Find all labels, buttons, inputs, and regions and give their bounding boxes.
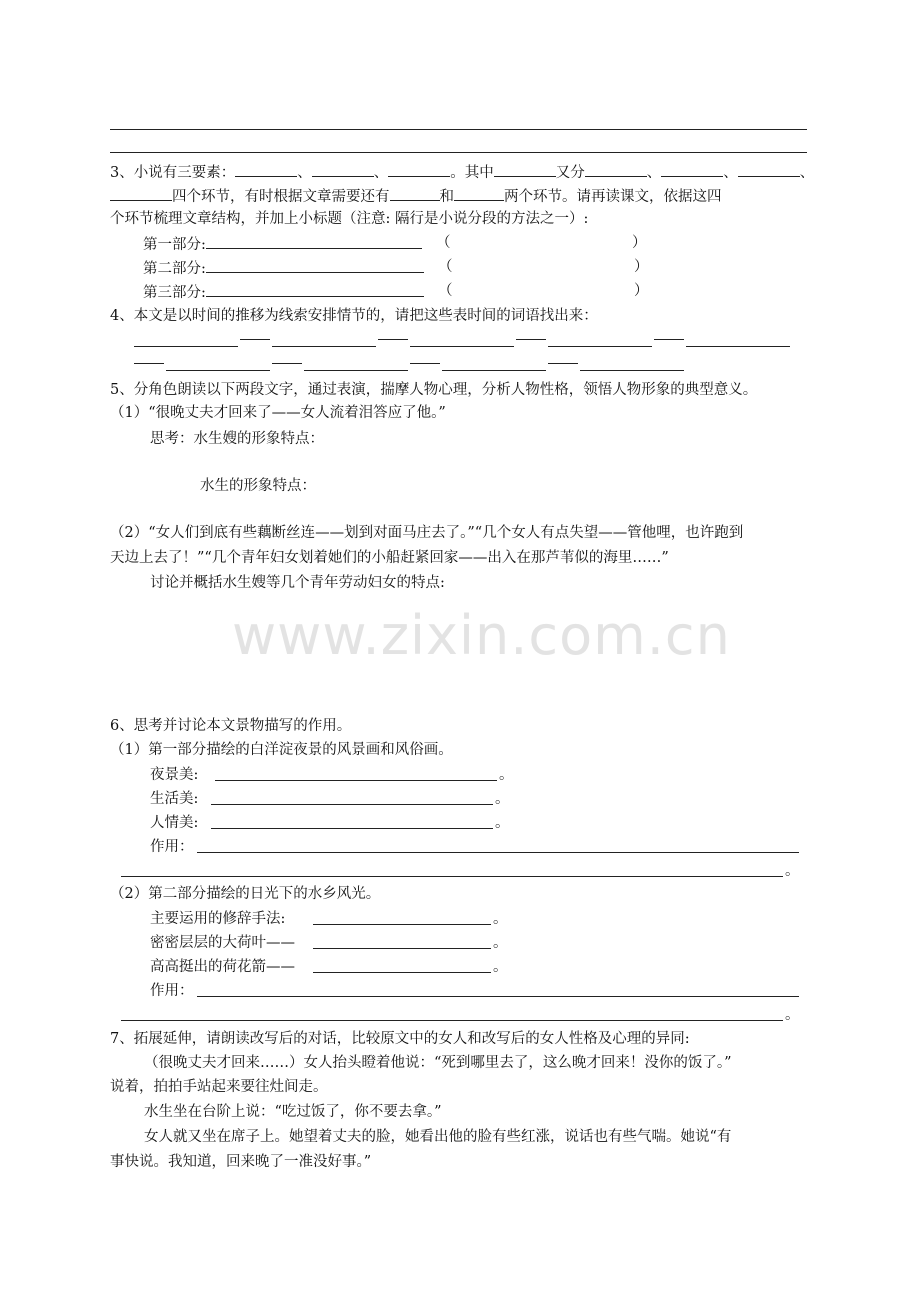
q7-dialogue-4: 女人就又坐在席子上。她望着丈夫的脸，她看出他的脸有些红涨，说话也有些气喘。她说“有 (144, 1129, 732, 1145)
part-blank[interactable] (206, 282, 424, 297)
paren-close: ） (634, 259, 649, 275)
blank[interactable] (585, 162, 647, 177)
q5-think-wife: 思考：水生嫂的形象特点： (150, 431, 324, 447)
q6-effect1-label: 作用： (150, 839, 194, 855)
answer-line (121, 876, 783, 877)
answer-line (313, 948, 491, 949)
q3-part1: 第一部分: (143, 234, 422, 254)
paren-close: ） (634, 283, 649, 299)
period: 。 (493, 935, 508, 951)
period: 。 (785, 863, 800, 879)
part-blank[interactable] (206, 258, 424, 273)
q7-title: 7、拓展延伸，请朗读改写后的对话，比较原文中的女人和改写后的女人性格及心理的异同: (110, 1031, 690, 1047)
blank[interactable] (235, 162, 297, 177)
answer-line (197, 852, 799, 853)
answer-line (313, 972, 491, 973)
part-blank[interactable] (206, 234, 422, 249)
answer-line (121, 1020, 783, 1021)
period: 。 (493, 959, 508, 975)
q3-line3: 个环节梳理文章结构，并加上小标题（注意: 隔行是小说分段的方法之一）: (110, 211, 589, 227)
q5-title: 5、分角色朗读以下两段文字，通过表演，揣摩人物心理，分析人物性格，领悟人物形象的典型意义。 (110, 382, 758, 398)
period: 。 (785, 1007, 800, 1023)
q6-effect2-label: 作用： (150, 983, 194, 999)
blank[interactable] (738, 162, 800, 177)
q6-rhetoric: 主要运用的修辞手法: (150, 911, 286, 927)
q5-passage1: （1）“很晚丈夫才回来了——女人流着泪答应了他。” (110, 405, 446, 421)
q5-think-husband: 水生的形象特点： (200, 478, 316, 494)
q6-part2: （2）第二部分描绘的日光下的水乡风光。 (110, 886, 381, 902)
q7-dialogue-5: 事快说。我知道，回来晚了一准没好事。” (110, 1154, 372, 1170)
q6-title: 6、思考并讨论本文景物描写的作用。 (110, 718, 352, 734)
answer-line (211, 804, 493, 805)
q5-passage2-line2: 天边上去了！”“几个青年妇女划着她们的小船赶紧回家——出入在那芦苇似的海里……” (110, 550, 669, 566)
blank[interactable] (661, 162, 723, 177)
blank[interactable] (388, 162, 450, 177)
q5-passage2-line1: （2）“女人们到底有些藕断丝连——划到对面马庄去了。”“几个女人有点失望——管他哩，也许跑到 (110, 525, 744, 541)
period: 。 (495, 815, 510, 831)
blank[interactable] (494, 162, 556, 177)
answer-line (197, 996, 799, 997)
blank[interactable] (454, 186, 504, 201)
blank[interactable] (312, 162, 374, 177)
q6-life-beauty: 生活美: (150, 791, 199, 807)
paren-open: （ (438, 259, 453, 275)
q4-title: 4、本文是以时间的推移为线索安排情节的，请把这些表时间的词语找出来： (110, 308, 598, 324)
q3-line1: 3、小说有三要素： 、 、 。其中 又分 、 、 、 (110, 162, 814, 182)
period: 。 (499, 767, 514, 783)
answer-line (215, 780, 497, 781)
answer-line (313, 924, 491, 925)
q3-part2: 第二部分: (143, 258, 424, 278)
q3-line2: 四个环节，有时根据文章需要还有 和 两个环节。请再读课文，依据这四 (110, 186, 722, 206)
watermark-text: www.zixin.com.cn (232, 604, 731, 667)
paren-close: ） (632, 235, 647, 251)
q6-lotus-leaf: 密密层层的大荷叶—— (150, 935, 295, 951)
paren-open: （ (436, 235, 451, 251)
period: 。 (495, 791, 510, 807)
q7-dialogue-1: （很晚丈夫才回来……）女人抬头瞪着他说：“死到哪里去了，这么晚才回来！没你的饭了。” (144, 1055, 732, 1071)
blank[interactable] (390, 186, 440, 201)
q6-part1: （1）第一部分描绘的白洋淀夜景的风景画和风俗画。 (110, 742, 453, 758)
q6-lotus-arrow: 高高挺出的荷花箭—— (150, 959, 295, 975)
q3-part3: 第三部分: (143, 282, 424, 302)
q6-night-beauty: 夜景美: (150, 767, 199, 783)
q6-human-beauty: 人情美: (150, 815, 199, 831)
answer-line (110, 129, 807, 130)
period: 。 (493, 911, 508, 927)
q5-discuss: 讨论并概括水生嫂等几个青年劳动妇女的特点: (150, 575, 445, 591)
q7-dialogue-3: 水生坐在台阶上说：“吃过饭了，你不要去拿。” (144, 1104, 442, 1120)
answer-line (110, 152, 807, 153)
q7-dialogue-2: 说着，拍拍手站起来要往灶间走。 (110, 1079, 328, 1095)
answer-line (211, 828, 493, 829)
paren-open: （ (438, 283, 453, 299)
blank[interactable] (110, 186, 172, 201)
